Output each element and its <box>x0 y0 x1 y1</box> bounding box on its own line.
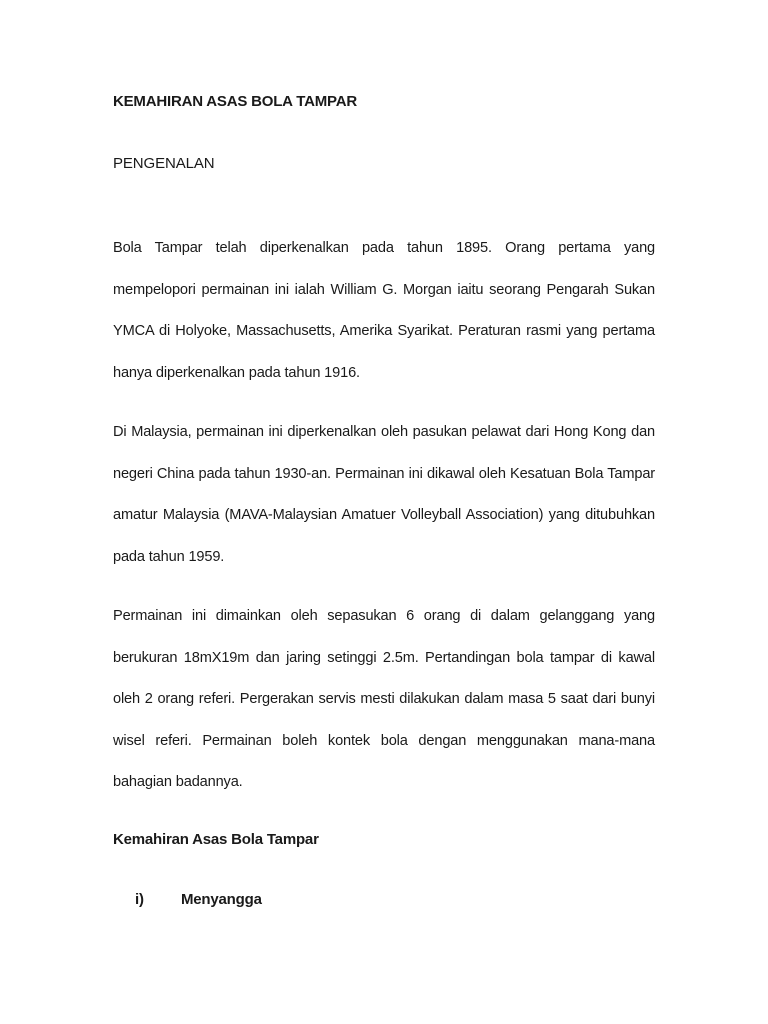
list-item-marker: i) <box>135 891 144 908</box>
list-item-label: Menyangga <box>181 891 262 908</box>
section-heading-pengenalan: PENGENALAN <box>113 155 215 172</box>
subheading-basic-skills: Kemahiran Asas Bola Tampar <box>113 831 319 848</box>
list-item <box>135 891 262 908</box>
paragraph-history: Bola Tampar telah diperkenalkan pada tahun 1895. Orang pertama yang mempelopori permainan ini ialah William G. Morgan iaitu seorang Pengarah Sukan YMCA di Holyoke, Massachusetts, Amerika Syarikat. Peraturan rasmi yang pertama hanya diperkenalkan pada tahun 1916. <box>113 240 655 381</box>
paragraph-malaysia: Di Malaysia, permainan ini diperkenalkan oleh pasukan pelawat dari Hong Kong dan negeri China pada tahun 1930-an. Permainan ini dikawal oleh Kesatuan Bola Tampar amatur Malaysia (MAVA-Malaysian Amatuer Volleyball Association) yang ditubuhkan pada tahun 1959. <box>113 424 655 565</box>
document-title: KEMAHIRAN ASAS BOLA TAMPAR <box>113 93 357 110</box>
paragraph-rules: Permainan ini dimainkan oleh sepasukan 6 orang di dalam gelanggang yang berukuran 18mX19m dan jaring setinggi 2.5m. Pertandingan bola tampar di kawal oleh 2 orang referi. Pergerakan servis mesti dilakukan dalam masa 5 saat dari bunyi wisel referi. Permainan boleh kontek bola dengan menggunakan mana-mana bahagian badannya. <box>113 608 655 790</box>
